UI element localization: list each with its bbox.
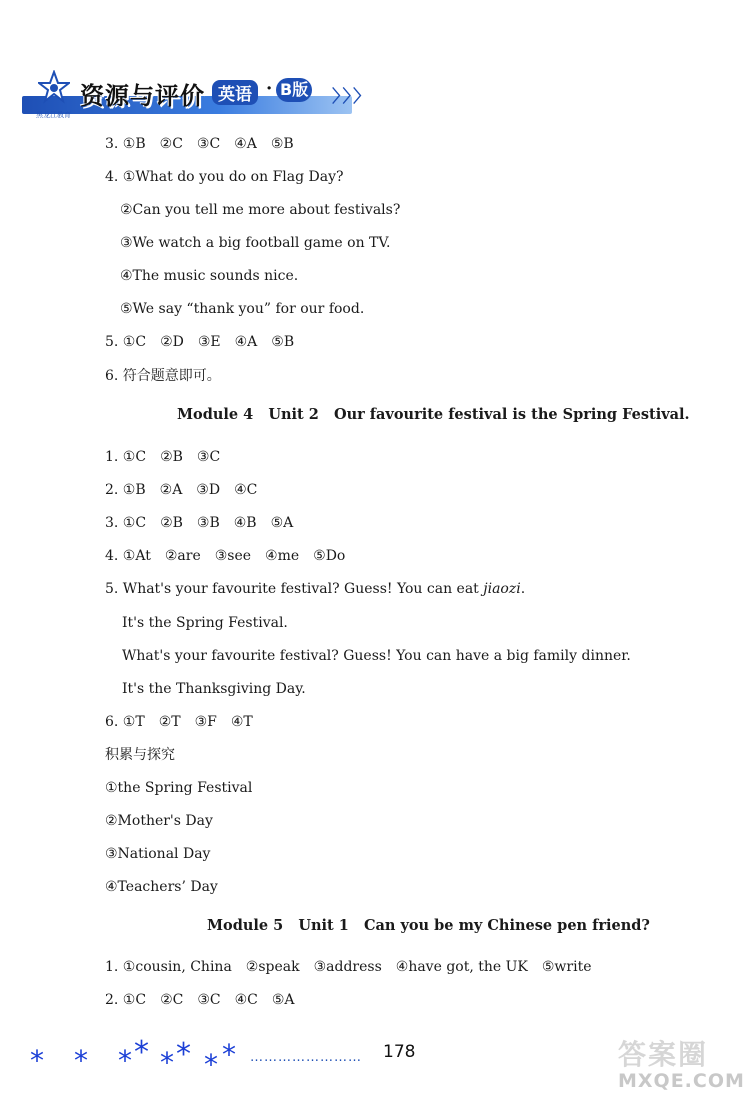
answer-line: 3. ①C ②B ③B ④B ⑤A xyxy=(105,515,294,531)
book-title: 资源与评价 xyxy=(80,82,205,110)
svg-text:*: * xyxy=(160,1046,174,1074)
svg-text:*: * xyxy=(134,1035,149,1070)
logo-caption: 黑龙江教育 xyxy=(36,111,71,119)
svg-text:*: * xyxy=(118,1044,132,1074)
arrows-icon: 〉〉〉 xyxy=(332,87,372,107)
answer-line xyxy=(105,580,525,598)
star-decoration-icon xyxy=(30,1034,270,1074)
section-heading xyxy=(177,406,690,424)
heading-unit: Unit 2 xyxy=(268,406,319,423)
answer-line: ②Can you tell me more about festivals? xyxy=(120,202,401,218)
edition-badge: B版 xyxy=(276,78,312,102)
answer-line: 2. ①B ②A ③D ④C xyxy=(105,482,258,498)
subsection-title: 积累与探究 xyxy=(105,747,175,763)
logo-icon xyxy=(38,70,70,114)
svg-text:*: * xyxy=(222,1038,236,1071)
heading-title: Our favourite festival is the Spring Festival. xyxy=(333,406,690,423)
list-item: ①the Spring Festival xyxy=(105,780,253,796)
footer-dots: …………………… xyxy=(250,1050,362,1065)
heading-unit: Unit 1 xyxy=(298,917,349,934)
heading-module: Module 5 xyxy=(207,917,284,934)
list-item: ③National Day xyxy=(105,846,211,862)
answer-line: ④The music sounds nice. xyxy=(120,268,299,284)
list-item: ④Teachers’ Day xyxy=(105,879,218,895)
svg-text:*: * xyxy=(30,1044,44,1074)
svg-text:*: * xyxy=(204,1048,218,1074)
watermark-bottom: MXQE.COM xyxy=(618,1070,745,1092)
page-number: 178 xyxy=(383,1042,416,1062)
watermark-top: 答案圈 xyxy=(618,1038,709,1071)
answer-line: ⑤We say “thank you” for our food. xyxy=(120,301,365,317)
q5-end: . xyxy=(520,581,526,597)
section-heading xyxy=(207,917,650,935)
svg-text:*: * xyxy=(74,1044,88,1074)
answer-line: 6. ①T ②T ③F ④T xyxy=(105,714,253,730)
svg-text:*: * xyxy=(176,1037,191,1072)
answer-line: 4. ①At ②are ③see ④me ⑤Do xyxy=(105,548,346,564)
header-separator: · xyxy=(266,78,273,99)
answer-line: What's your favourite festival? Guess! You can have a big family dinner. xyxy=(122,648,631,664)
answer-line: 1. ①C ②B ③C xyxy=(105,449,221,465)
answer-line: It's the Spring Festival. xyxy=(122,615,288,631)
answer-line: 3. ①B ②C ③C ④A ⑤B xyxy=(105,136,294,152)
answer-line: 5. ①C ②D ③E ④A ⑤B xyxy=(105,334,295,350)
answer-line: 6. 符合题意即可。 xyxy=(105,368,221,384)
subject-badge: 英语 xyxy=(212,80,258,105)
answer-line: 2. ①C ②C ③C ④C ⑤A xyxy=(105,992,295,1008)
heading-module: Module 4 xyxy=(177,406,254,423)
answer-line: It's the Thanksgiving Day. xyxy=(122,681,306,697)
answer-line: 1. ①cousin, China ②speak ③address ④have got, the UK ⑤write xyxy=(105,959,592,975)
q5-italic-word: jiaozi xyxy=(483,581,521,597)
watermark-logo xyxy=(618,1040,745,1092)
q5-intro: 5. What's your favourite festival? Guess! You can eat xyxy=(105,581,484,597)
answer-line: 4. ①What do you do on Flag Day? xyxy=(105,169,344,185)
list-item: ②Mother's Day xyxy=(105,813,213,829)
answer-line: ③We watch a big football game on TV. xyxy=(120,235,391,251)
heading-title: Can you be my Chinese pen friend? xyxy=(363,917,650,934)
